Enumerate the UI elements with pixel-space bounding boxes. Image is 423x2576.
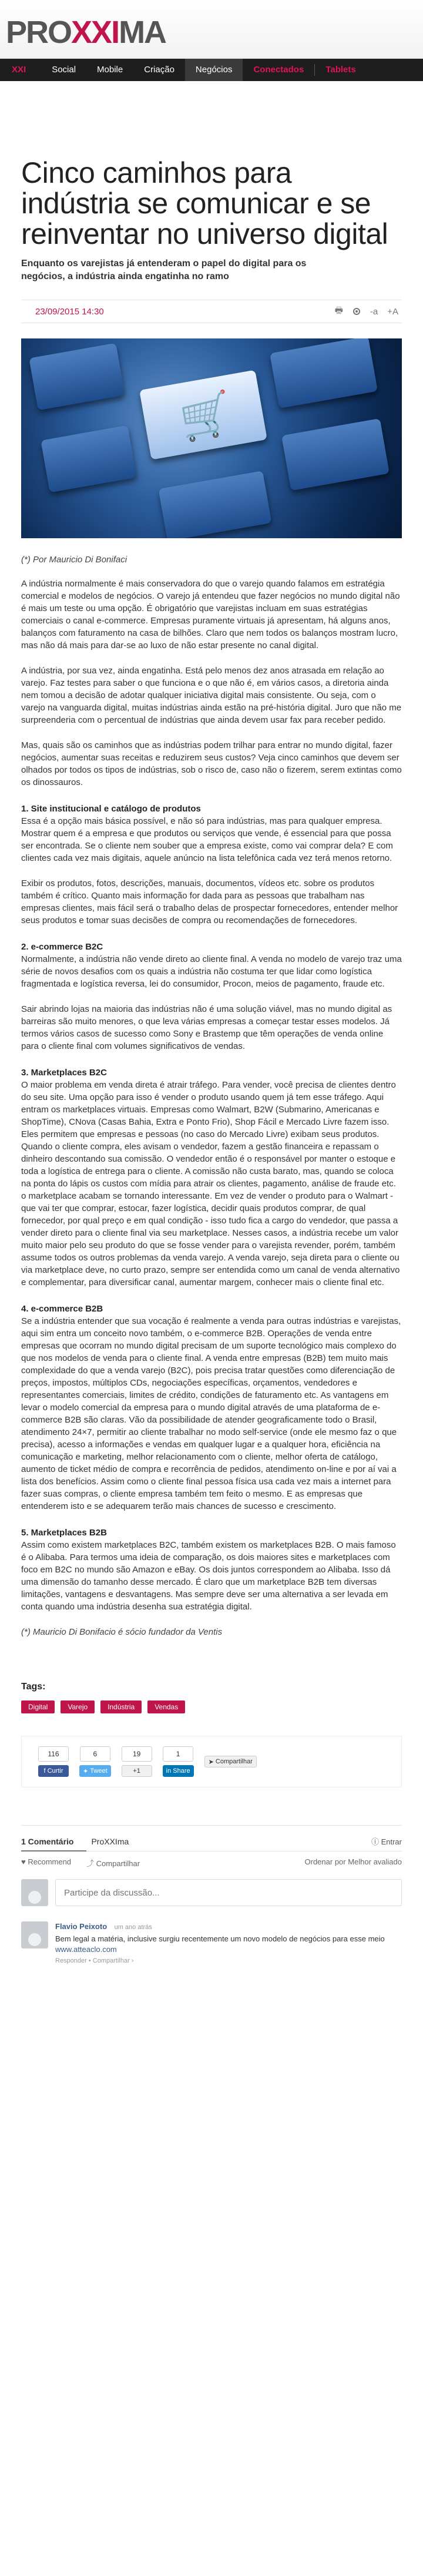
article-meta: [21, 300, 402, 323]
section-paragraph: O maior problema em venda direta é atrair tráfego. Para vender, você precisa de clientes dentro do seu site. Uma opção para isso é vender o produto usando quem já tem esse tráfego. Aqui entram os marketplaces virtuais. Empresas como Walmart, B2W (Submarino, Americanas e ShopTime), CNova (Casas Bahia, Extra e Ponto Frio), Shop Fácil e Mercado Livre fazem isso. Eles permitem que empresas e pessoas (no caso do Mercado Livre) exibam seus produtos. Quando o cliente compra, eles avisam o vendedor, fazem a gestão financeira e repassam o dinheiro descontando sua comissão. O vendedor então é o responsável por manter o estoque e toda a logística de entrega para o cliente. A comissão não custa barato, mas, quando se coloca na ponta do lápis os custos com mídia para atrair os clientes, pagamento, análise de fraude etc. o marketplace acabam se tornando interessante. Em vez de vender o produto para o Walmart - que vai ter que comprar, estocar, fazer logística, decidir quais produtos comprar, de qual fornecedor, por qual preço e em qual condição - isso tudo fica a cargo do vendedor, que passa a vender direto para o cliente final via seu marketplace. Nesses casos, a indústria recebe um valor muito maior pelo seu produto do que se fosse vender para o varejista revender, porém, também assume todos os outros problemas da venda varejo. A venda varejo, seja direta para o cliente ou via marketplace deve, no curto prazo, sempre ser entendida como um canal de venda alternativo e complementar, para diversificar canal, aumentar margem, conhecer mais o cliente final etc.: [21, 1080, 400, 1287]
section-heading: 3. Marketplaces B2C: [21, 1068, 107, 1078]
comment-time[interactable]: um ano atrás: [114, 1924, 152, 1931]
gplus-count: 19: [122, 1746, 152, 1762]
section-heading: 1. Site institucional e catálogo de produtos: [21, 804, 201, 814]
comment-body: [55, 1921, 402, 1964]
twitter-icon: ✦: [83, 1767, 90, 1775]
comment-link[interactable]: www.atteaclo.com: [55, 1945, 117, 1954]
section-paragraph: Exibir os produtos, fotos, descrições, manuais, documentos, vídeos etc. sobre os produtos também é crítico. Quanto mais informação for dada para as pessoas que trabalham nas empresas clientes, mais fácil será o trabalho delas de prospectar fornecedores, entender melhor seus produtos e tomar suas decisões de compra ou recomendações de fornecedores.: [21, 878, 398, 925]
intro-paragraph: Mas, quais são os caminhos que as indústrias podem trilhar para entrar no mundo digital, fazer negócios, aumentar suas receitas e reduzirem seus custos? Veja cinco caminhos que devem ser olhados por todos os tipos de indústrias, sob o risco de, caso não o fizerem, serem extintas como os dinossauros.: [21, 740, 402, 787]
avatar[interactable]: [21, 1921, 48, 1948]
font-decrease-button[interactable]: -a: [370, 306, 378, 317]
comments-header: [21, 1832, 402, 1852]
tweet-label: Tweet: [90, 1767, 108, 1775]
intro-paragraph: A indústria, por sua vez, ainda engatinha. Está pelo menos dez anos atrasada em relação ao varejo. Faz testes para saber o que funciona e o que não é, em vários casos, a diretoria ainda nem tomou a decisão de adotar qualquer iniciativa digital mais consistente. Ou seja, com o varejo na vanguarda digital, muitas indústrias ainda estão na pré-história digital. Juro que não me surpreenderia com o percentual de indústrias que ainda devem usar fax para receber pedido.: [21, 666, 402, 725]
article-date: 23/09/2015 14:30: [35, 306, 104, 317]
avatar: [21, 1879, 48, 1906]
article-title: Cinco caminhos para indústria se comunicar e se reinventar no universo digital: [21, 156, 388, 250]
comment-author[interactable]: Flavio Peixoto: [55, 1922, 108, 1931]
login-button[interactable]: [371, 1836, 402, 1847]
comment-header: [55, 1921, 402, 1932]
keyboard-key: [281, 418, 390, 491]
linkedin-count: 1: [163, 1746, 193, 1762]
avatar-placeholder-icon: [28, 1933, 41, 1946]
section-paragraph: Sair abrindo lojas na maioria das indústrias não é uma solução viável, mas no mundo digital as barreiras são muito menores, o que leva várias empresas a começar testar esses modelos. Já termos vários casos de sucesso como Sony e Brastemp que têm operações de venda online para o cliente final com volumes significativos de vendas.: [21, 1004, 392, 1051]
logo-text-ma: MA: [119, 15, 166, 50]
gear-icon[interactable]: [352, 307, 361, 316]
tag-digital[interactable]: Digital: [21, 1700, 55, 1713]
tag-industria[interactable]: Indústria: [100, 1700, 142, 1713]
keyboard-key: [270, 338, 378, 408]
font-increase-button[interactable]: +A: [387, 306, 398, 317]
generic-share: [204, 1756, 257, 1767]
nav-brand[interactable]: XXI: [12, 65, 26, 75]
comment-input[interactable]: [55, 1879, 402, 1906]
share-button[interactable]: [204, 1756, 257, 1767]
site-logo[interactable]: [6, 14, 166, 51]
logo-bar: [0, 0, 423, 59]
logo-text-pro: PRO: [6, 15, 72, 50]
tweet-button[interactable]: [79, 1765, 111, 1777]
intro-paragraph: A indústria normalmente é mais conservadora do que o varejo quando falamos em estratégia comercial e modelos de negócios. O varejo já entendeu que fazer negócios no mundo digital não é mais um teste ou uma opção. É obrigatório que varejistas incluam em suas estratégias comerciais o canal e-commerce. Empresas puramente virtuais já apresentam, há alguns anos, balanços com faturamento na casa de bilhões. Claro que nem todos os balanços mostram lucro, mas não dá mais para dar-se ao luxo de não estar presente no canal digital.: [21, 579, 400, 650]
article-tools: [335, 304, 398, 319]
section-paragraph: Se a indústria entender que sua vocação é realmente a venda para outras indústrias e varejistas, aqui sim entra um conceito novo também, o e-commerce B2B. Operações de venda entre empresas que ocorram no mundo digital precisam de um suporte tecnológico mais complexo do que nos modelos de venda para o cliente final. A venda entre empresas (B2B) tem muito mais complexidade do que a venda varejo (B2C), pois precisa tratar questões como diferenciação de preços, impostos, múltiplos CDs, negociações específicas, orçamentos, vendedores e representantes comerciais, limites de crédito, condições de faturamento etc. As vantagens em levar o modelo comercial da empresa para o mundo digital através de uma plataforma de e-commerce B2B são claras. Vão da possibilidade de atender geograficamente todo o Brasil, atendimento 24×7, permitir ao cliente trabalhar no modo self-service (onde ele mesmo faz o que precisa), acesso a informações e vendas em qualquer lugar e a qualquer hora, eficiência na comunicação e marketing, melhor relacionamento com o cliente, melhor oferta de catálogo, aumento de ticket médio de compra e recorrência de pedidos, atendimento on-line e por aí vai a lista dos benefícios. Assim como o cliente final pessoa física usa cada vez mais a internet para fazer suas compras, o cliente empresa também tem feito o mesmo. E as empresas que entenderem isto e se adequarem terão mais chances de sucesso e crescimento.: [21, 1316, 401, 1511]
nav-item-conectados[interactable]: Conectados: [253, 65, 304, 75]
linkedin-share-button[interactable]: [163, 1765, 194, 1777]
sort-dropdown[interactable]: Ordenar por Melhor avaliado: [304, 1857, 402, 1866]
avatar-placeholder-icon: [28, 1891, 41, 1904]
keyboard-key: [29, 343, 125, 411]
recommend-button[interactable]: [21, 1857, 71, 1869]
share-label: Compartilhar: [215, 1758, 253, 1765]
print-icon[interactable]: 🖶: [334, 305, 343, 316]
linkedin-share-label: Share: [173, 1767, 190, 1775]
recommend-label: Recommend: [28, 1857, 72, 1866]
section-paragraph: Essa é a opção mais básica possível, e não só para indústrias, mas para qualquer empresa. Mostrar quem é a empresa e que produtos ou serviços que vende, é essencial para que possa ser encontrada. Se o cliente nem souber que a empresa existe, como vai comprar dela? E com clientes cada vez mais digitais, aquele anúncio na lista telefônica cada vez terá menos retorno.: [21, 816, 393, 863]
comments-share-button[interactable]: [86, 1857, 140, 1869]
comment-compose: [21, 1879, 402, 1906]
comments-section: [21, 1825, 402, 1964]
info-icon: ⓘ: [371, 1837, 381, 1846]
comment-item: [21, 1921, 402, 1964]
nav-item-criacao[interactable]: Criação: [144, 65, 174, 75]
comment-count-tab[interactable]: 1 Comentário: [21, 1832, 86, 1852]
comment-message: Bem legal a matéria, inclusive surgiu recentemente um novo modelo de negócios para esse meio: [55, 1934, 385, 1943]
comments-share-label: Compartilhar: [96, 1859, 140, 1868]
facebook-like-label: Curtir: [47, 1767, 63, 1775]
community-tab[interactable]: ProXXIma: [91, 1836, 129, 1846]
section-heading: 2. e-commerce B2C: [21, 942, 103, 952]
section-heading: 4. e-commerce B2B: [21, 1304, 103, 1314]
linkedin-share: [163, 1746, 194, 1777]
facebook-count: 116: [38, 1746, 69, 1762]
site-header: [0, 0, 423, 81]
comment-actions[interactable]: Responder • Compartilhar ›: [55, 1957, 134, 1964]
nav-item-negocios[interactable]: Negócios: [185, 59, 243, 81]
article-byline: (*) Por Mauricio Di Bonifaci: [21, 555, 127, 565]
hero-image: [21, 338, 402, 538]
main-nav: [0, 59, 423, 81]
section-paragraph: Assim como existem marketplaces B2C, também existem os marketplaces B2B. O mais famoso é o Alibaba. Para termos uma ideia de comparação, os dois maiores sites e marketplaces com foco em B2C no mundo são Amazon e eBay. Os dois juntos correspondem ao Alibaba. Isso dá uma dimensão do tamanho desse mercado. É claro que um marketplace B2B tem diversas limitações, vantagens e desvantagens. Mas sempre deve ser uma alternativa a ser levada em conta quando uma indústria desenha sua estratégia digital.: [21, 1540, 396, 1612]
facebook-share: [38, 1746, 69, 1777]
article-subtitle: Enquanto os varejistas já entenderam o papel do digital para os negócios, a indústria ainda engatinha no ramo: [21, 259, 307, 281]
comment-text: [55, 1934, 402, 1955]
author-note: (*) Mauricio Di Bonifacio é sócio fundador da Ventis: [21, 1627, 223, 1637]
nav-item-mobile[interactable]: Mobile: [97, 65, 123, 75]
share-bar: [21, 1736, 402, 1787]
section-paragraph: Normalmente, a indústria não vende direto ao cliente final. A venda no modelo de varejo traz uma série de novos desafios com os quais a indústria não costuma ter que lidar como logística fragmentada e logística reversa, lei do consumidor, Procon, meios de pagamento, fraude etc.: [21, 954, 402, 989]
comments-actions: [21, 1857, 402, 1869]
login-label: Entrar: [381, 1837, 402, 1846]
linkedin-icon: in: [166, 1767, 173, 1775]
section-heading: 5. Marketplaces B2B: [21, 1528, 107, 1538]
facebook-icon: f: [43, 1767, 48, 1775]
tag-list: [21, 1700, 402, 1713]
article: [0, 157, 423, 1964]
twitter-share: [79, 1746, 111, 1777]
gplus-share: [122, 1746, 152, 1777]
share-icon: ⤴: [86, 1859, 96, 1868]
gplus-button[interactable]: +1: [122, 1765, 152, 1777]
tag-vendas[interactable]: Vendas: [147, 1700, 185, 1713]
tags-label: Tags:: [21, 1682, 46, 1692]
facebook-like-button[interactable]: [38, 1765, 69, 1777]
share-icon: ➤: [208, 1758, 216, 1766]
tag-varejo[interactable]: Varejo: [61, 1700, 95, 1713]
keyboard-key: [41, 425, 136, 493]
nav-item-tablets[interactable]: Tablets: [325, 65, 356, 75]
logo-text-xxi: XXI: [71, 15, 119, 50]
shopping-cart-icon: 🛒: [176, 388, 237, 445]
heart-icon: ♥: [21, 1857, 28, 1866]
nav-item-social[interactable]: Social: [52, 65, 76, 75]
twitter-count: 6: [80, 1746, 110, 1762]
keyboard-key: [159, 471, 272, 538]
